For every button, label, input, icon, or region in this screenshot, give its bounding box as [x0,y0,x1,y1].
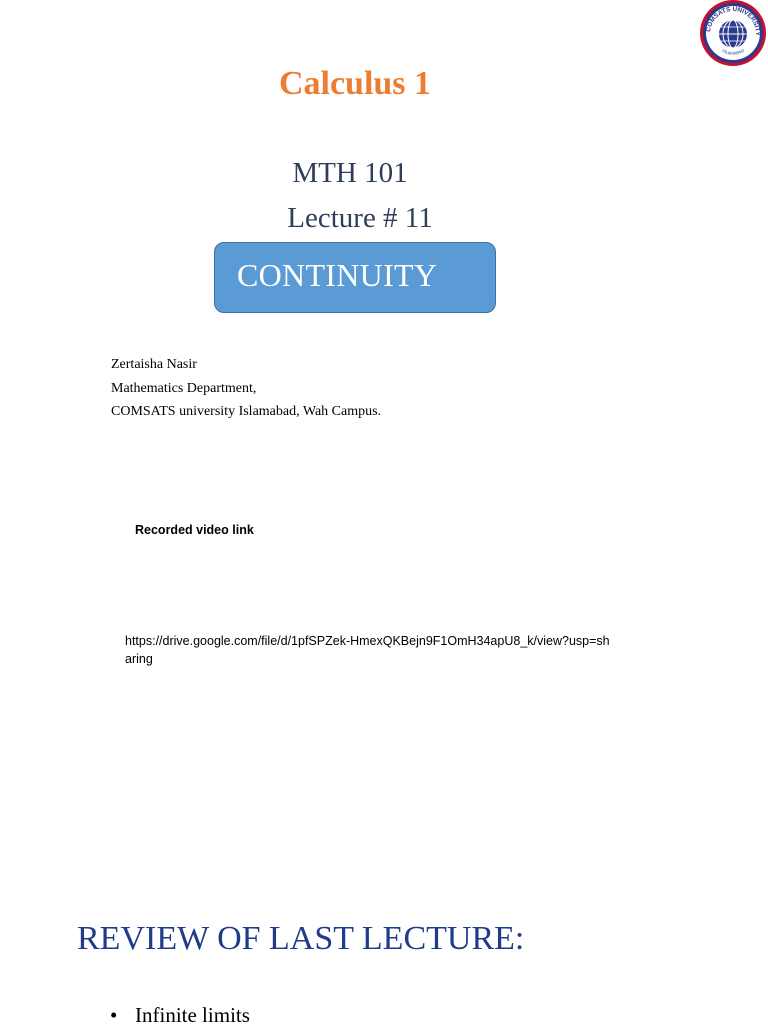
author-institution: COMSATS university Islamabad, Wah Campus. [111,404,382,419]
author-department: Mathematics Department, [111,380,257,396]
course-code: MTH 101 [292,157,408,189]
list-item [110,1000,250,1030]
list-item-text: Infinite limits [135,1003,250,1027]
video-link-url[interactable]: https://drive.google.com/file/d/1pfSPZek-HmexQKBejn9F1OmH34apU8_k/view?usp=sharing [125,634,610,666]
lecture-number: Lecture # 11 [287,202,433,234]
bullet-icon: • [110,1003,118,1027]
page-title: Calculus 1 [278,65,432,102]
author-name: Zertaisha Nasir [111,357,197,372]
topic-title: CONTINUITY [237,257,438,293]
logo-subtext: ISLAMABAD [721,47,746,56]
review-list [110,1000,250,1030]
review-heading: REVIEW OF LAST LECTURE: [77,920,525,957]
university-logo [698,0,768,68]
logo-ring-text: COMSATS UNIVERSITY [705,5,762,36]
video-link-label: Recorded video link [135,523,254,537]
author-block [111,353,381,424]
topic-banner [214,242,496,313]
